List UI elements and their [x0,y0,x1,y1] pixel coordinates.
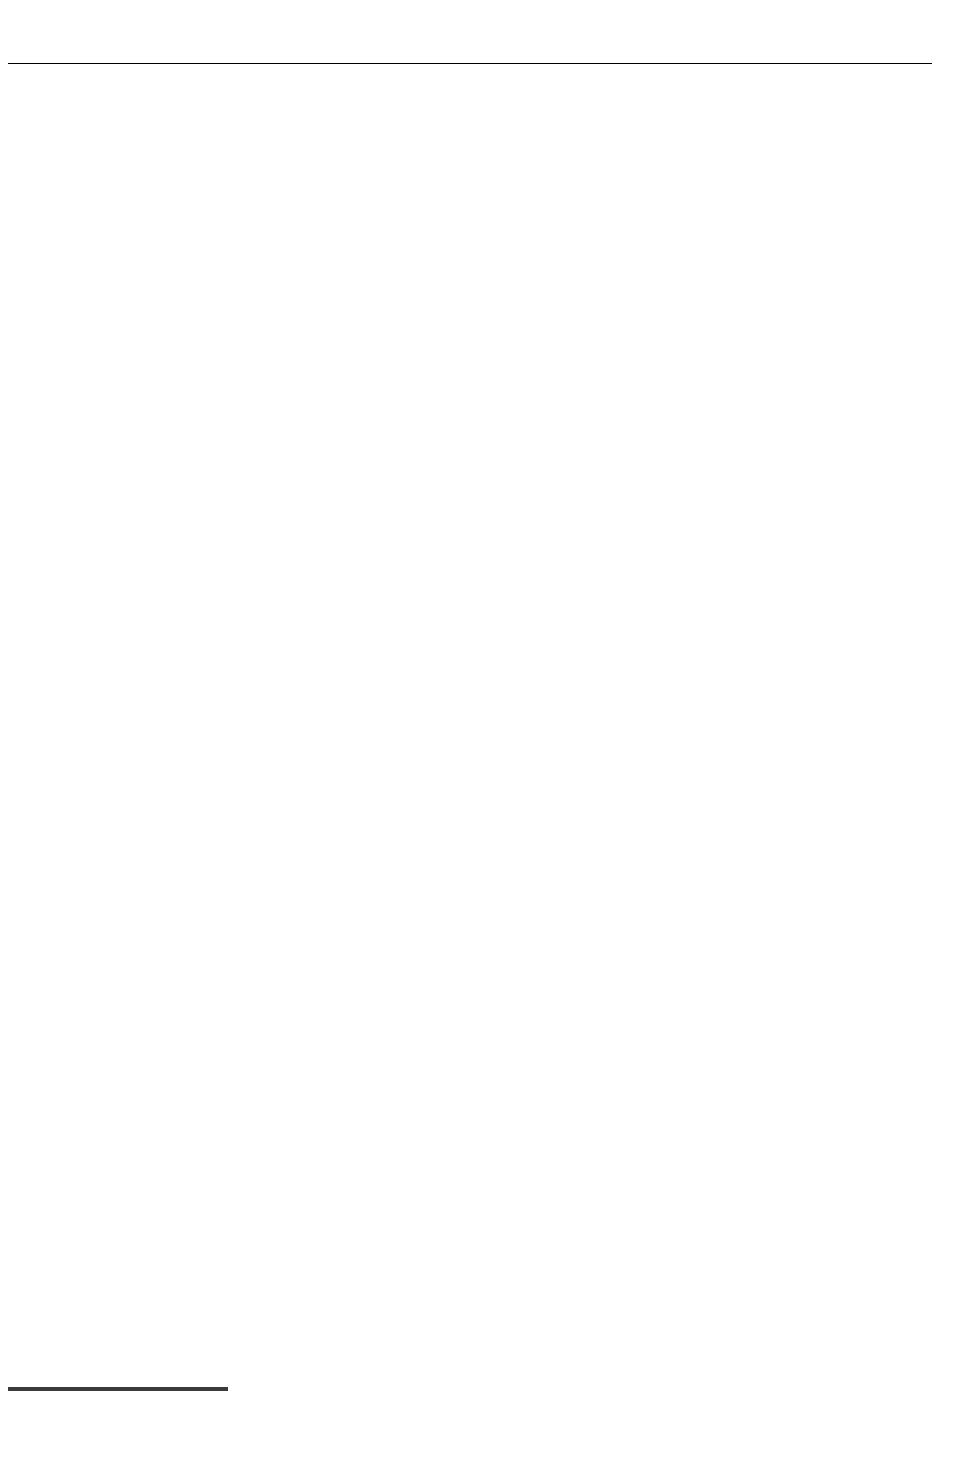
footer [8,1430,40,1460]
logo-bar [8,1387,228,1391]
title-underline [8,63,932,64]
kocourek-logo [8,1385,228,1394]
